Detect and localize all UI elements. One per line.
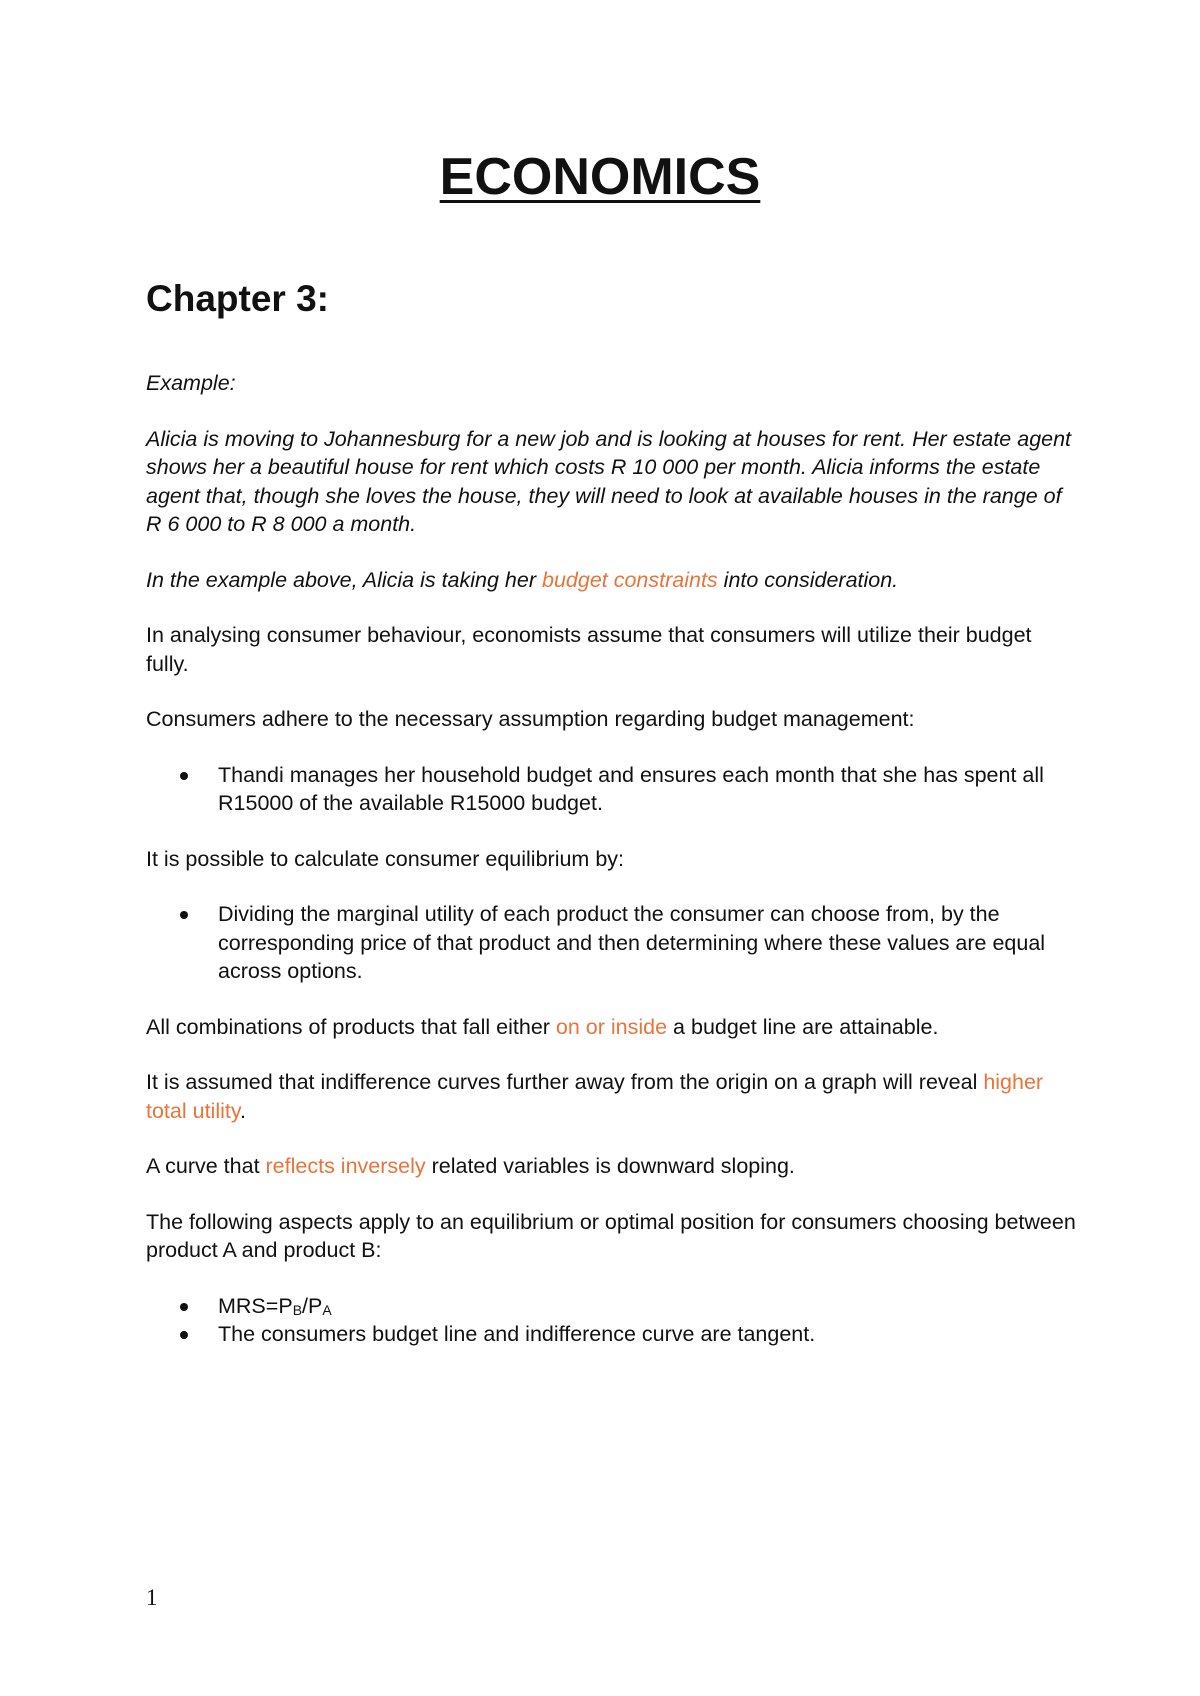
list-item: Thandi manages her household budget and ensures each month that she has spent all R15000 of the available R15000 budget. (218, 761, 1076, 818)
following-paragraph: The following aspects apply to an equilibrium or optimal position for consumers choosing between product A and product B: (146, 1209, 1076, 1262)
list-item: Dividing the marginal utility of each product the consumer can choose from, by the corresponding price of that product and then determining where these values are equal across options. (218, 900, 1076, 986)
adhere-paragraph: Consumers adhere to the necessary assumption regarding budget management: (146, 707, 915, 731)
example-paragraph: Alicia is moving to Johannesburg for a new job and is looking at houses for rent. Her estate agent shows her a beautiful house for rent which costs R 10 000 per month. Alicia informs the estate agent that, though she loves the house, they will need to look at available houses in the range of R 6 000 to R 8 000 a month. (146, 426, 1072, 536)
highlight-reflects-inversely: reflects inversely (265, 1154, 426, 1178)
bullet-icon (180, 772, 188, 780)
bullet-list-equilibrium (146, 900, 1076, 986)
highlight-on-or-inside: on or inside (555, 1014, 668, 1039)
list-item: $MRS=P_B/P_A$ (218, 1292, 1076, 1321)
budget-paragraph: In the example above, Alicia is taking her budget constraints into consideration. (146, 567, 899, 592)
analysing-paragraph: In analysing consumer behaviour, economists assume that consumers will utilize their budget fully. (146, 623, 1032, 676)
inverse-paragraph: A curve that reflects inversely related variables is downward sloping. (146, 1154, 795, 1178)
curves-paragraph: It is assumed that indifference curves further away from the origin on a graph will reveal higher total utility. (146, 1070, 1044, 1123)
bullet-list-budget (146, 761, 1076, 818)
bullet-icon (180, 1303, 188, 1311)
highlight-budget-constraints: budget constraints (541, 567, 718, 592)
list-item: The consumers budget line and indifference curve are tangent. (218, 1320, 1076, 1349)
bullet-list-conditions (146, 1292, 1076, 1349)
bullet-icon (180, 1331, 188, 1339)
possible-paragraph: It is possible to calculate consumer equilibrium by: (146, 846, 624, 871)
combinations-paragraph: All combinations of products that fall either on or inside a budget line are attainable. (146, 1014, 939, 1039)
document-body (146, 369, 1076, 1349)
highlight-higher-total-utility: higher total utility (146, 1070, 1044, 1123)
chapter-heading: Chapter 3: (146, 278, 329, 319)
page-number: 1 (146, 1585, 158, 1610)
example-label: Example: (146, 371, 236, 395)
bullet-icon (180, 911, 188, 919)
document-title: ECONOMICS (439, 148, 761, 206)
